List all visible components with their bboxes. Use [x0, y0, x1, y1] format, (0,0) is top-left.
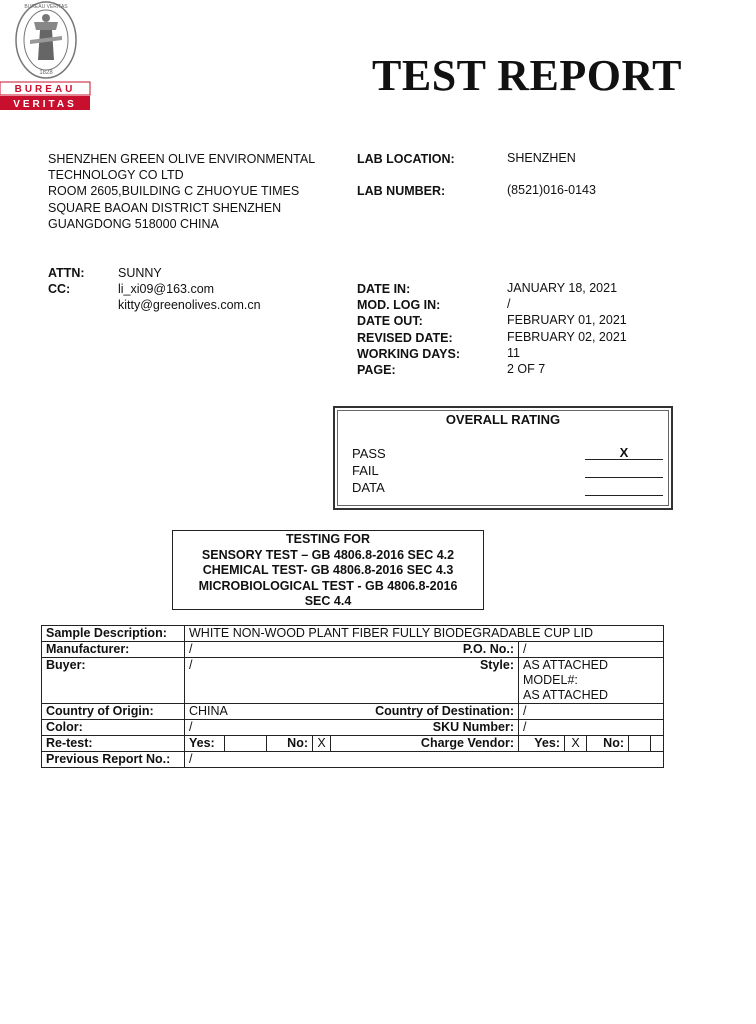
buyer-label: Buyer:: [42, 658, 185, 704]
sample-info-table: [41, 625, 664, 768]
style-label: Style:: [331, 658, 519, 704]
retest-yes-label: Yes:: [185, 736, 225, 752]
style-line: AS ATTACHED: [523, 688, 608, 702]
retest-label: Re-test:: [42, 736, 185, 752]
po-label: P.O. No.:: [331, 642, 519, 658]
client-line: SHENZHEN GREEN OLIVE ENVIRONMENTAL: [48, 152, 316, 166]
cc-label: CC:: [48, 282, 71, 297]
table-cell: [651, 736, 664, 752]
country-of-origin-label: Country of Origin:: [42, 704, 185, 720]
manufacturer-value: /: [185, 642, 331, 658]
fail-label: FAIL: [352, 463, 379, 478]
client-line: SQUARE BAOAN DISTRICT SHENZHEN: [48, 200, 282, 215]
sample-description-value: WHITE NON-WOOD PLANT FIBER FULLY BIODEGRADABLE CUP LID: [185, 626, 664, 642]
lab-info-values: [507, 150, 596, 198]
lab-location-value: SHENZHEN: [507, 151, 576, 165]
table-row: [42, 626, 664, 642]
po-value: /: [519, 642, 664, 658]
retest-no-box: X: [313, 736, 331, 752]
testing-for-heading: TESTING FOR: [285, 532, 371, 546]
logo-word-bottom: VERITAS: [13, 99, 77, 110]
overall-rating-title: OVERALL RATING: [445, 412, 561, 427]
color-label: Color:: [42, 720, 185, 736]
retest-no-label: No:: [267, 736, 313, 752]
testing-line: SENSORY TEST – GB 4806.8-2016 SEC 4.2: [201, 547, 455, 562]
date-in-value: JANUARY 18, 2021: [507, 281, 618, 295]
testing-line: MICROBIOLOGICAL TEST - GB 4806.8-2016: [198, 578, 458, 593]
attn-label: ATTN:: [48, 266, 85, 280]
contacts-block: [48, 265, 261, 314]
testing-line: SEC 4.4: [304, 594, 352, 609]
table-row: [42, 658, 664, 704]
data-label: DATA: [352, 480, 385, 495]
pass-mark: X: [585, 445, 663, 460]
logo-ring-text: BUREAU VERITAS: [24, 4, 68, 10]
revised-date-value: FEBRUARY 02, 2021: [507, 329, 627, 344]
charge-yes-box: X: [565, 736, 587, 752]
bureau-veritas-logo: [0, 0, 92, 112]
country-of-destination-label: Country of Destination:: [331, 704, 519, 720]
style-line: AS ATTACHED: [523, 658, 608, 672]
previous-report-label: Previous Report No.:: [42, 752, 185, 768]
table-row: [42, 752, 664, 768]
page-value: 2 OF 7: [507, 362, 546, 377]
logo-word-top: BUREAU: [14, 84, 76, 95]
testing-line: CHEMICAL TEST- GB 4806.8-2016 SEC 4.3: [202, 563, 454, 578]
page-label: PAGE:: [357, 363, 396, 378]
style-value: [519, 658, 664, 704]
country-of-destination-value: /: [519, 704, 664, 720]
revised-date-label: REVISED DATE:: [357, 330, 453, 345]
color-value: /: [185, 720, 331, 736]
charge-no-label: No:: [587, 736, 629, 752]
lab-number-value: (8521)016-0143: [507, 183, 596, 198]
cc-email: kitty@greenolives.com.cn: [118, 298, 261, 313]
sample-description-label: Sample Description:: [42, 626, 185, 642]
country-of-origin-value: CHINA: [185, 704, 331, 720]
table-row: [42, 720, 664, 736]
manufacturer-label: Manufacturer:: [42, 642, 185, 658]
logo-year: 1828: [39, 70, 53, 76]
working-days-value: 11: [507, 345, 520, 360]
table-row: [42, 736, 664, 752]
date-out-label: DATE OUT:: [357, 314, 423, 329]
overall-rating-box: [333, 406, 673, 510]
mod-log-in-value: /: [507, 297, 511, 312]
report-title: TEST REPORT: [372, 51, 683, 100]
date-in-label: DATE IN:: [357, 282, 411, 296]
mod-log-in-label: MOD. LOG IN:: [357, 298, 441, 313]
client-line: ROOM 2605,BUILDING C ZHUOYUE TIMES: [48, 184, 300, 199]
sku-value: /: [519, 720, 664, 736]
buyer-value: /: [185, 658, 331, 704]
table-row: [42, 642, 664, 658]
client-line: GUANGDONG 518000 CHINA: [48, 216, 219, 231]
testing-for-box: [172, 530, 484, 610]
date-out-value: FEBRUARY 01, 2021: [507, 313, 627, 328]
client-line: TECHNOLOGY CO LTD: [48, 168, 184, 183]
lab-number-label: LAB NUMBER:: [357, 184, 446, 199]
charge-yes-label: Yes:: [519, 736, 565, 752]
client-address: [48, 151, 315, 232]
style-line: MODEL#:: [523, 673, 578, 687]
lab-info-labels: [357, 151, 455, 199]
dates-labels: [357, 281, 460, 378]
lab-location-label: LAB LOCATION:: [357, 152, 455, 166]
attn-value: SUNNY: [118, 266, 162, 280]
working-days-label: WORKING DAYS:: [357, 346, 461, 361]
cc-email: li_xi09@163.com: [118, 282, 215, 297]
retest-yes-box: [225, 736, 267, 752]
pass-label: PASS: [352, 446, 386, 461]
dates-values: [507, 280, 627, 377]
table-row: [42, 704, 664, 720]
charge-vendor-label: Charge Vendor:: [331, 736, 519, 752]
data-mark: [585, 481, 663, 496]
sku-label: SKU Number:: [331, 720, 519, 736]
fail-mark: [585, 463, 663, 478]
charge-no-box: [629, 736, 651, 752]
previous-report-value: /: [185, 752, 664, 768]
